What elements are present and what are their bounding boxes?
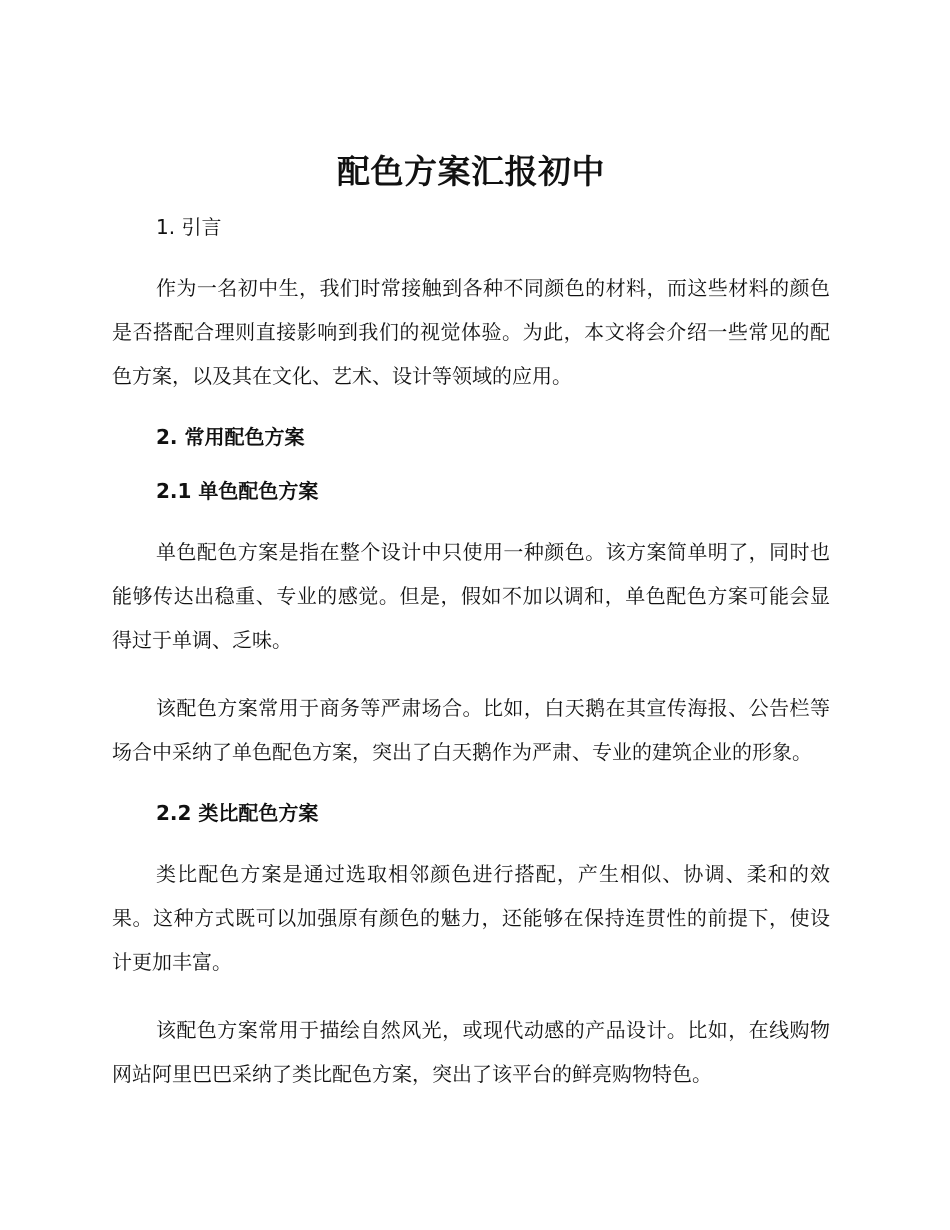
paragraph-intro: 作为一名初中生，我们时常接触到各种不同颜色的材料，而这些材料的颜色是否搭配合理则直接影响到我们的视觉体验。为此，本文将会介绍一些常见的配色方案，以及其在文化、艺术、设计等领域的应用。	[112, 276, 830, 388]
paragraph-analogous-2: 该配色方案常用于描绘自然风光，或现代动感的产品设计。比如，在线购物网站阿里巴巴采纳了类比配色方案，突出了该平台的鲜亮购物特色。	[112, 1018, 830, 1086]
document-page	[112, 148, 830, 1120]
subsection-heading-monochrome: 2.1 单色配色方案	[156, 479, 319, 503]
section-heading-intro: 1. 引言	[156, 215, 222, 239]
subsection-heading-analogous: 2.2 类比配色方案	[156, 801, 319, 825]
paragraph-analogous-1: 类比配色方案是通过选取相邻颜色进行搭配，产生相似、协调、柔和的效果。这种方式既可以加强原有颜色的魅力，还能够在保持连贯性的前提下，使设计更加丰富。	[112, 862, 830, 974]
section-heading-common-schemes: 2. 常用配色方案	[156, 425, 305, 449]
document-title: 配色方案汇报初中	[337, 152, 605, 191]
paragraph-monochrome-1: 单色配色方案是指在整个设计中只使用一种颜色。该方案简单明了，同时也能够传达出稳重、专业的感觉。但是，假如不加以调和，单色配色方案可能会显得过于单调、乏味。	[112, 540, 830, 652]
paragraph-monochrome-2: 该配色方案常用于商务等严肃场合。比如，白天鹅在其宣传海报、公告栏等场合中采纳了单色配色方案，突出了白天鹅作为严肃、专业的建筑企业的形象。	[112, 696, 830, 764]
